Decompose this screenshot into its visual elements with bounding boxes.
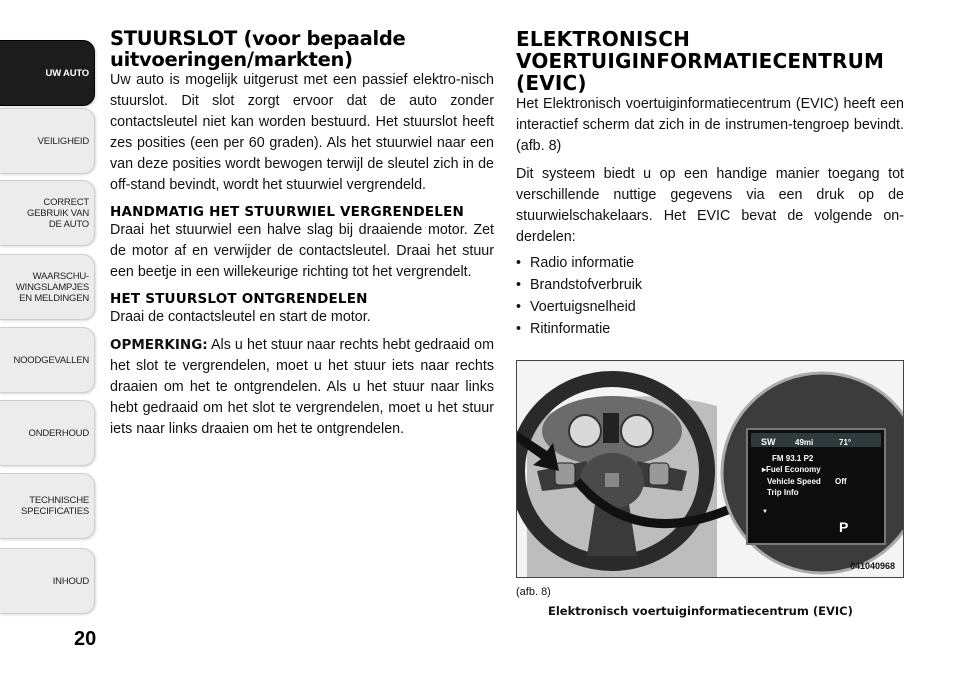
tab-label: CORRECT GEBRUIK VAN DE AUTO	[26, 196, 89, 230]
page-number: 20	[74, 628, 97, 650]
note-label: OPMERKING:	[110, 337, 208, 353]
list-item: • Brandstofverbruik	[516, 274, 904, 296]
paragraph-ontgrendelen: Draai de contactsleutel en start de motor.	[110, 309, 371, 325]
evic-list	[516, 252, 904, 340]
tab-label: VEILIGHEID	[37, 135, 89, 147]
tab-label: NOODGEVALLEN	[13, 354, 89, 366]
tab-label: INHOUD	[52, 575, 89, 587]
section-title-stuurslot: STUURSLOT (voor bepaalde uitvoeringen/markten)	[110, 27, 406, 71]
evic-figure	[516, 360, 904, 578]
tab-onderhoud[interactable]	[0, 400, 95, 466]
paragraph-evic-1: Het Elektronisch voertuiginformatiecentrum (EVIC) heeft een interactief scherm dat zich in de instrumen-tengroep bevindt. (afb. 8)	[516, 96, 904, 154]
paragraph-evic-2: Dit systeem biedt u op een handige manier toegang tot verschillende nuttige gegevens via een druk op de stuurwielschakelaars. Het EVIC bevat de volgende on-derdelen:	[516, 166, 904, 245]
steering-wheel-illustration	[517, 361, 903, 577]
tab-label: UW AUTO	[45, 67, 89, 79]
screen-menu-item: Trip Info	[767, 488, 799, 497]
tab-noodgevallen[interactable]	[0, 327, 95, 393]
list-item: • Radio informatie	[516, 252, 904, 274]
heading-vergrendelen: HANDMATIG HET STUURWIEL VERGRENDELEN	[110, 204, 465, 220]
list-item: • Voertuigsnelheid	[516, 296, 904, 318]
left-column	[110, 28, 494, 440]
tab-technische-specificaties[interactable]	[0, 473, 95, 539]
note-text: Als u het stuur naar rechts hebt gedraaid om het slot te vergrendelen, moet u het stuur iets naar rechts draaien om het te ontgrendelen. Als u het stuur naar links hebt gedraaid om het slot te vergrendelen, moet u het stuur iets naar links draaien om het te ontgrendelen.	[110, 337, 494, 437]
screen-range: 49mi	[795, 438, 814, 447]
list-item: • Ritinformatie	[516, 318, 904, 340]
tab-correct-gebruik[interactable]	[0, 180, 95, 246]
section-title-evic: ELEKTRONISCH VOERTUIGINFORMATIECENTRUM (EVIC)	[516, 27, 885, 95]
tab-label: WAARSCHU- WINGSLAMPJES EN MELDINGEN	[15, 270, 89, 304]
screen-gear: P	[839, 519, 849, 535]
tab-uw-auto[interactable]	[0, 40, 95, 106]
screen-speed-value: Off	[835, 477, 847, 486]
figure-caption: Elektronisch voertuiginformatiecentrum (EVIC)	[548, 604, 853, 618]
screen-radio: FM 93.1 P2	[772, 454, 814, 463]
screen-menu-item: ▸Fuel Economy	[762, 465, 821, 474]
figure-reference: (afb. 8)	[516, 586, 551, 598]
tab-label: TECHNISCHE SPECIFICATIES	[21, 495, 89, 517]
screen-menu-item: Vehicle Speed	[767, 477, 821, 486]
screen-temp: 71°	[839, 438, 852, 447]
note-paragraph	[110, 335, 494, 440]
screen-scroll-arrow-icon: ▼	[762, 509, 768, 515]
tab-waarschuwingslampjes[interactable]	[0, 254, 95, 320]
screen-compass: SW	[761, 437, 776, 447]
paragraph-intro: Uw auto is mogelijk uitgerust met een passief elektro-nisch stuurslot. Dit slot zorgt ervoor dat de auto zonder contactsleutel niet kan worden bestuurd. Het stuurslot heeft zes posities (een per 60 graden). Als het stuurwiel naar een van deze posities wordt bewogen terwijl de sleutel zich in de off-stand bevindt, wordt het stuurwiel vergrendeld.	[110, 72, 494, 193]
heading-ontgrendelen: HET STUURSLOT ONTGRENDELEN	[110, 291, 368, 307]
figure-code: 041040968	[849, 561, 895, 571]
paragraph-vergrendelen: Draai het stuurwiel een halve slag bij draaiende motor. Zet de motor af en verwijder de contactsleutel. Draai het stuur een beetje in een willekeurige richting tot het vergrendelt.	[110, 222, 494, 280]
tab-inhoud[interactable]	[0, 548, 95, 614]
right-column	[516, 28, 904, 340]
tab-veiligheid[interactable]	[0, 108, 95, 174]
tab-label: ONDERHOUD	[28, 427, 89, 439]
